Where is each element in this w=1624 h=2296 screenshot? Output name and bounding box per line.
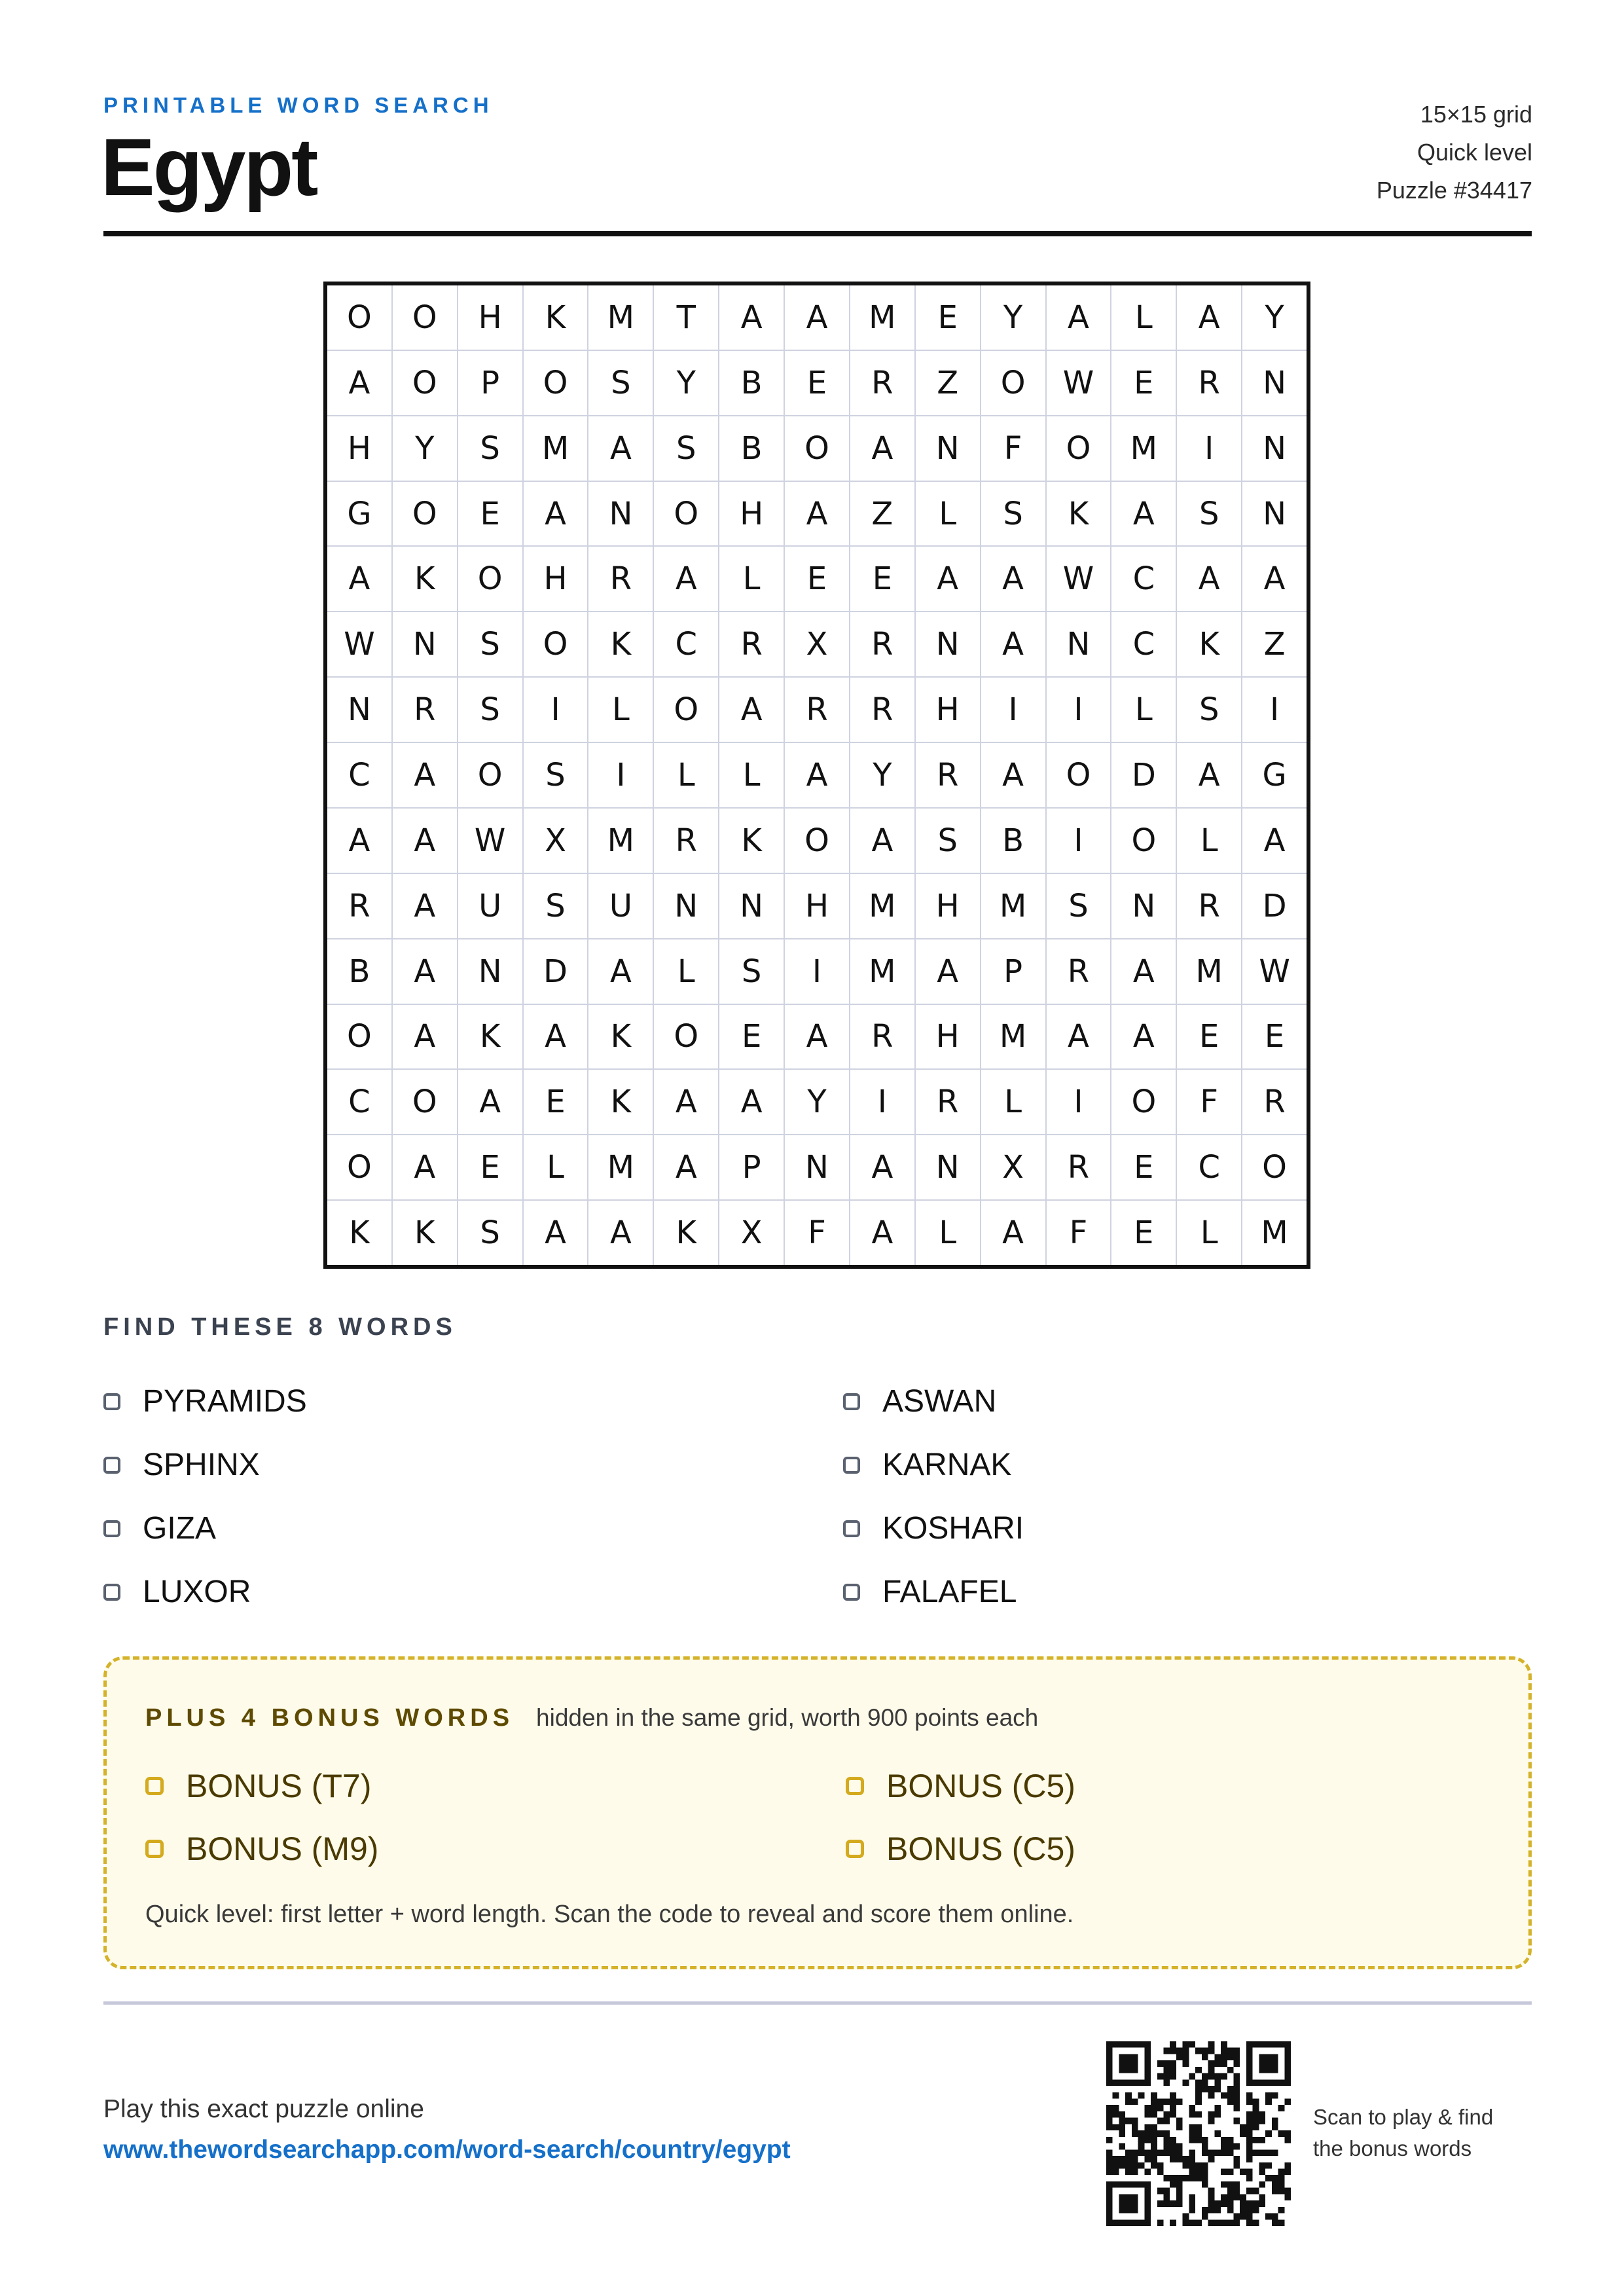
grid-cell[interactable]: A — [1111, 482, 1176, 546]
checkbox-icon[interactable] — [846, 1840, 864, 1858]
word-item[interactable] — [103, 1560, 843, 1624]
grid-cell[interactable]: Y — [981, 285, 1045, 350]
grid-cell[interactable]: O — [1111, 1070, 1176, 1134]
grid-cell[interactable]: M — [588, 809, 653, 873]
word-list-heading: FIND THESE 8 WORDS — [103, 1313, 457, 1341]
grid-cell[interactable]: L — [1111, 678, 1176, 742]
grid-cell[interactable]: R — [1047, 939, 1111, 1004]
grid-cell[interactable]: O — [393, 351, 457, 415]
grid-cell[interactable]: Y — [1242, 285, 1307, 350]
grid-cell[interactable]: K — [588, 1005, 653, 1069]
grid-cell[interactable]: Y — [785, 1070, 849, 1134]
bonus-word-item[interactable] — [846, 1755, 1435, 1817]
checkbox-icon[interactable] — [843, 1393, 860, 1410]
grid-cell[interactable]: C — [1177, 1135, 1241, 1199]
grid-cell[interactable]: C — [327, 1070, 391, 1134]
grid-cell[interactable]: A — [1047, 285, 1111, 350]
grid-cell[interactable]: O — [327, 285, 391, 350]
kicker: PRINTABLE WORD SEARCH — [103, 93, 494, 117]
grid-cell[interactable]: O — [458, 743, 522, 807]
grid-cell[interactable]: P — [719, 1135, 784, 1199]
grid-cell[interactable]: A — [850, 416, 914, 481]
grid-cell[interactable]: Z — [916, 351, 980, 415]
grid-cell[interactable]: N — [916, 1135, 980, 1199]
word-item[interactable] — [843, 1370, 1532, 1433]
grid-cell[interactable]: C — [1111, 612, 1176, 676]
grid-cell[interactable]: F — [1177, 1070, 1241, 1134]
grid-cell[interactable]: O — [981, 351, 1045, 415]
grid-cell[interactable]: X — [981, 1135, 1045, 1199]
qr-code-icon[interactable] — [1106, 2041, 1291, 2226]
grid-cell[interactable]: O — [1242, 1135, 1307, 1199]
grid-cell[interactable]: D — [1242, 874, 1307, 938]
grid-cell[interactable]: Z — [1242, 612, 1307, 676]
word-label: SPHINX — [143, 1448, 260, 1482]
grid-cell[interactable]: R — [916, 1070, 980, 1134]
grid-cell[interactable]: D — [1111, 743, 1176, 807]
grid-cell[interactable]: H — [785, 874, 849, 938]
grid-cell[interactable]: O — [393, 285, 457, 350]
grid-cell[interactable]: K — [588, 612, 653, 676]
grid-cell[interactable]: A — [785, 482, 849, 546]
grid-cell[interactable]: K — [719, 809, 784, 873]
grid-cell[interactable]: S — [588, 351, 653, 415]
grid-cell[interactable]: N — [1047, 612, 1111, 676]
grid-cell[interactable]: C — [327, 743, 391, 807]
grid-cell[interactable]: M — [524, 416, 588, 481]
grid-cell[interactable]: H — [719, 482, 784, 546]
checkbox-icon[interactable] — [843, 1584, 860, 1601]
checkbox-icon[interactable] — [145, 1777, 164, 1795]
grid-cell[interactable]: A — [393, 1005, 457, 1069]
grid-cell[interactable]: L — [981, 1070, 1045, 1134]
grid-cell[interactable]: O — [654, 482, 718, 546]
grid-cell[interactable]: I — [1242, 678, 1307, 742]
grid-cell[interactable]: A — [981, 743, 1045, 807]
grid-cell[interactable]: M — [1177, 939, 1241, 1004]
grid-cell[interactable]: L — [719, 547, 784, 611]
grid-cell[interactable]: W — [1047, 547, 1111, 611]
grid-cell[interactable]: I — [1047, 809, 1111, 873]
qr-caption-line: Scan to play & find — [1313, 2105, 1494, 2129]
grid-cell[interactable]: E — [785, 351, 849, 415]
grid-cell[interactable]: H — [327, 416, 391, 481]
grid-cell[interactable]: U — [458, 874, 522, 938]
grid-cell[interactable]: N — [654, 874, 718, 938]
grid-cell[interactable]: M — [981, 1005, 1045, 1069]
grid-cell[interactable]: A — [458, 1070, 522, 1134]
level: Quick level — [1416, 139, 1532, 166]
grid-cell[interactable]: R — [916, 743, 980, 807]
grid-cell[interactable]: E — [458, 482, 522, 546]
word-item[interactable] — [103, 1433, 843, 1497]
grid-cell[interactable]: E — [524, 1070, 588, 1134]
grid-cell[interactable]: O — [1047, 416, 1111, 481]
grid-cell[interactable]: A — [1242, 547, 1307, 611]
grid-cell[interactable]: O — [327, 1135, 391, 1199]
grid-cell[interactable]: E — [1111, 1135, 1176, 1199]
grid-cell[interactable]: E — [458, 1135, 522, 1199]
grid-cell[interactable]: N — [327, 678, 391, 742]
letter-grid — [323, 282, 1310, 1269]
grid-cell[interactable]: K — [393, 547, 457, 611]
grid-cell[interactable]: L — [1177, 1201, 1241, 1265]
grid-cell[interactable]: I — [785, 939, 849, 1004]
grid-cell[interactable]: O — [458, 547, 522, 611]
grid-cell[interactable]: E — [719, 1005, 784, 1069]
grid-cell[interactable]: I — [1047, 678, 1111, 742]
grid-cell[interactable]: G — [327, 482, 391, 546]
grid-cell[interactable]: A — [393, 874, 457, 938]
grid-cell[interactable]: R — [785, 678, 849, 742]
grid-cell[interactable]: O — [327, 1005, 391, 1069]
grid-cell[interactable]: L — [916, 1201, 980, 1265]
grid-cell[interactable]: A — [916, 939, 980, 1004]
grid-cell[interactable]: K — [1177, 612, 1241, 676]
word-item[interactable] — [843, 1497, 1532, 1560]
bonus-word-item[interactable] — [846, 1817, 1435, 1880]
grid-cell[interactable]: Y — [654, 351, 718, 415]
grid-cell[interactable]: R — [850, 678, 914, 742]
grid-cell[interactable]: S — [1177, 678, 1241, 742]
grid-cell[interactable]: I — [524, 678, 588, 742]
grid-cell[interactable]: F — [785, 1201, 849, 1265]
grid-cell[interactable]: M — [850, 285, 914, 350]
grid-cell[interactable]: O — [393, 1070, 457, 1134]
bonus-note: hidden in the same grid, worth 900 points each — [536, 1704, 1039, 1731]
checkbox-icon[interactable] — [846, 1777, 864, 1795]
grid-cell[interactable]: A — [1111, 1005, 1176, 1069]
grid-cell[interactable]: K — [327, 1201, 391, 1265]
grid-cell[interactable]: X — [785, 612, 849, 676]
grid-cell[interactable]: N — [1111, 874, 1176, 938]
grid-cell[interactable]: S — [458, 612, 522, 676]
bonus-word-label: BONUS (M9) — [186, 1831, 379, 1867]
page-title: Egypt — [101, 122, 317, 213]
grid-cell[interactable]: K — [588, 1070, 653, 1134]
grid-cell[interactable]: C — [654, 612, 718, 676]
grid-cell[interactable]: I — [850, 1070, 914, 1134]
grid-cell[interactable]: A — [785, 285, 849, 350]
grid-cell[interactable]: A — [327, 809, 391, 873]
grid-cell[interactable]: L — [588, 678, 653, 742]
grid-cell[interactable]: K — [458, 1005, 522, 1069]
grid-cell[interactable]: A — [719, 678, 784, 742]
grid-cell[interactable]: P — [458, 351, 522, 415]
word-item[interactable] — [103, 1497, 843, 1560]
grid-cell[interactable]: B — [981, 809, 1045, 873]
grid-cell[interactable]: S — [719, 939, 784, 1004]
bonus-word-label: BONUS (C5) — [886, 1768, 1075, 1804]
grid-cell[interactable]: I — [1047, 1070, 1111, 1134]
grid-cell[interactable]: E — [1111, 351, 1176, 415]
grid-cell[interactable]: C — [1111, 547, 1176, 611]
grid-cell[interactable]: A — [719, 1070, 784, 1134]
grid-cell[interactable]: A — [588, 939, 653, 1004]
grid-cell[interactable]: T — [654, 285, 718, 350]
grid-cell[interactable]: A — [981, 1201, 1045, 1265]
grid-cell[interactable]: B — [719, 416, 784, 481]
grid-cell[interactable]: N — [588, 482, 653, 546]
grid-cell[interactable]: A — [850, 1201, 914, 1265]
grid-cell[interactable]: A — [981, 612, 1045, 676]
grid-cell[interactable]: R — [1242, 1070, 1307, 1134]
bonus-footnote: Quick level: first letter + word length. Scan the code to reveal and score them online. — [145, 1901, 1074, 1928]
bonus-word-label: BONUS (C5) — [886, 1831, 1075, 1867]
grid-cell[interactable]: R — [1177, 351, 1241, 415]
grid-cell[interactable]: A — [1177, 285, 1241, 350]
grid-cell[interactable]: O — [1111, 809, 1176, 873]
word-label: KOSHARI — [882, 1511, 1024, 1546]
grid-cell[interactable]: A — [524, 1201, 588, 1265]
grid-cell[interactable]: S — [654, 416, 718, 481]
grid-cell[interactable]: S — [916, 809, 980, 873]
grid-cell[interactable]: L — [719, 743, 784, 807]
bonus-word-item[interactable] — [145, 1817, 846, 1880]
grid-cell[interactable]: L — [654, 743, 718, 807]
checkbox-icon[interactable] — [843, 1520, 860, 1537]
grid-cell[interactable]: E — [1111, 1201, 1176, 1265]
grid-cell[interactable]: Z — [850, 482, 914, 546]
checkbox-icon[interactable] — [103, 1520, 120, 1537]
grid-cell[interactable]: S — [981, 482, 1045, 546]
grid-cell[interactable]: G — [1242, 743, 1307, 807]
grid-cell[interactable]: K — [1047, 482, 1111, 546]
grid-cell[interactable]: N — [393, 612, 457, 676]
grid-cell[interactable]: N — [916, 416, 980, 481]
grid-cell[interactable]: H — [524, 547, 588, 611]
word-label: ASWAN — [882, 1384, 997, 1419]
grid-cell[interactable]: N — [1242, 482, 1307, 546]
grid-cell[interactable]: M — [1111, 416, 1176, 481]
grid-cell[interactable]: R — [850, 612, 914, 676]
puzzle-url-link[interactable]: www.thewordsearchapp.com/word-search/country/egypt — [103, 2136, 791, 2164]
bonus-word-item[interactable] — [145, 1755, 846, 1817]
grid-cell[interactable]: H — [916, 678, 980, 742]
grid-cell[interactable]: A — [1047, 1005, 1111, 1069]
checkbox-icon[interactable] — [843, 1457, 860, 1474]
grid-cell[interactable]: O — [785, 809, 849, 873]
grid-size: 15×15 grid — [1420, 101, 1532, 128]
grid-cell[interactable]: H — [458, 285, 522, 350]
word-item[interactable] — [843, 1560, 1532, 1624]
grid-cell[interactable]: E — [1242, 1005, 1307, 1069]
grid-cell[interactable]: S — [1047, 874, 1111, 938]
grid-cell[interactable]: S — [458, 416, 522, 481]
grid-cell[interactable]: X — [524, 809, 588, 873]
grid-cell[interactable]: S — [524, 743, 588, 807]
grid-cell[interactable]: B — [719, 351, 784, 415]
word-label: GIZA — [143, 1511, 217, 1546]
grid-cell[interactable]: L — [524, 1135, 588, 1199]
grid-cell[interactable]: A — [1177, 547, 1241, 611]
word-item[interactable] — [843, 1433, 1532, 1497]
grid-cell[interactable]: W — [327, 612, 391, 676]
grid-cell[interactable]: N — [785, 1135, 849, 1199]
grid-cell[interactable]: O — [393, 482, 457, 546]
grid-cell[interactable]: Y — [850, 743, 914, 807]
grid-cell[interactable]: R — [1177, 874, 1241, 938]
grid-cell[interactable]: M — [850, 939, 914, 1004]
grid-cell[interactable]: A — [850, 1135, 914, 1199]
grid-cell[interactable]: O — [654, 1005, 718, 1069]
grid-cell[interactable]: A — [654, 1070, 718, 1134]
qr-caption-line: the bonus words — [1313, 2136, 1472, 2160]
grid-cell[interactable]: L — [1111, 285, 1176, 350]
grid-cell[interactable]: A — [327, 547, 391, 611]
word-item[interactable] — [103, 1370, 843, 1433]
bonus-word-label: BONUS (T7) — [186, 1768, 372, 1804]
grid-cell[interactable]: A — [719, 285, 784, 350]
grid-cell[interactable]: R — [588, 547, 653, 611]
grid-cell[interactable]: L — [1177, 809, 1241, 873]
bonus-panel — [103, 1656, 1532, 1969]
grid-cell[interactable]: A — [850, 809, 914, 873]
grid-cell[interactable]: A — [916, 547, 980, 611]
play-online-label: Play this exact puzzle online — [103, 2095, 424, 2123]
grid-cell[interactable]: S — [458, 678, 522, 742]
grid-cell[interactable]: A — [393, 743, 457, 807]
grid-cell[interactable]: I — [1177, 416, 1241, 481]
footer-rule — [103, 2001, 1532, 2005]
grid-cell[interactable]: S — [458, 1201, 522, 1265]
grid-cell[interactable]: D — [524, 939, 588, 1004]
grid-cell[interactable]: N — [916, 612, 980, 676]
grid-cell[interactable]: M — [1242, 1201, 1307, 1265]
grid-cell[interactable]: E — [785, 547, 849, 611]
grid-cell[interactable]: S — [1177, 482, 1241, 546]
grid-cell[interactable]: A — [785, 1005, 849, 1069]
qr-caption — [1313, 2102, 1493, 2164]
grid-cell[interactable]: A — [588, 1201, 653, 1265]
grid-cell[interactable]: O — [1047, 743, 1111, 807]
grid-cell[interactable]: O — [524, 612, 588, 676]
grid-cell[interactable]: A — [654, 547, 718, 611]
grid-cell[interactable]: A — [524, 482, 588, 546]
grid-cell[interactable]: W — [458, 809, 522, 873]
puzzle-meta — [1377, 96, 1532, 210]
grid-cell[interactable]: P — [981, 939, 1045, 1004]
grid-cell[interactable]: R — [850, 351, 914, 415]
grid-cell[interactable]: O — [785, 416, 849, 481]
bonus-heading: PLUS 4 BONUS WORDS — [145, 1704, 514, 1732]
grid-cell[interactable]: E — [916, 285, 980, 350]
grid-cell[interactable]: M — [588, 1135, 653, 1199]
grid-cell[interactable]: K — [654, 1201, 718, 1265]
word-list — [103, 1370, 1532, 1624]
grid-cell[interactable]: H — [916, 874, 980, 938]
grid-cell[interactable]: A — [1177, 743, 1241, 807]
grid-cell[interactable]: A — [1111, 939, 1176, 1004]
grid-cell[interactable]: W — [1242, 939, 1307, 1004]
grid-cell[interactable]: A — [588, 416, 653, 481]
grid-cell[interactable]: W — [1047, 351, 1111, 415]
grid-cell[interactable]: N — [1242, 416, 1307, 481]
grid-cell[interactable]: O — [524, 351, 588, 415]
checkbox-icon[interactable] — [103, 1457, 120, 1474]
grid-cell[interactable]: A — [393, 1135, 457, 1199]
checkbox-icon[interactable] — [145, 1840, 164, 1858]
grid-cell[interactable]: A — [981, 547, 1045, 611]
grid-cell[interactable]: R — [1047, 1135, 1111, 1199]
grid-cell[interactable]: R — [393, 678, 457, 742]
checkbox-icon[interactable] — [103, 1584, 120, 1601]
grid-cell[interactable]: A — [785, 743, 849, 807]
grid-cell[interactable]: K — [393, 1201, 457, 1265]
grid-cell[interactable]: L — [916, 482, 980, 546]
grid-cell[interactable]: A — [1242, 809, 1307, 873]
grid-cell[interactable]: A — [393, 939, 457, 1004]
bonus-word-list — [145, 1755, 1435, 1880]
grid-cell[interactable]: K — [524, 285, 588, 350]
grid-cell[interactable]: M — [850, 874, 914, 938]
grid-cell[interactable]: X — [719, 1201, 784, 1265]
word-label: KARNAK — [882, 1448, 1012, 1482]
grid-cell[interactable]: B — [327, 939, 391, 1004]
grid-cell[interactable]: I — [588, 743, 653, 807]
grid-cell[interactable]: N — [719, 874, 784, 938]
grid-cell[interactable]: R — [850, 1005, 914, 1069]
grid-cell[interactable]: A — [327, 351, 391, 415]
grid-cell[interactable]: E — [850, 547, 914, 611]
grid-cell[interactable]: O — [654, 678, 718, 742]
bonus-header — [145, 1704, 1038, 1732]
grid-cell[interactable]: M — [588, 285, 653, 350]
word-label: PYRAMIDS — [143, 1384, 307, 1419]
grid-cell[interactable]: U — [588, 874, 653, 938]
grid-cell[interactable]: H — [916, 1005, 980, 1069]
grid-cell[interactable]: N — [1242, 351, 1307, 415]
grid-cell[interactable]: A — [524, 1005, 588, 1069]
grid-cell[interactable]: N — [458, 939, 522, 1004]
grid-cell[interactable]: F — [1047, 1201, 1111, 1265]
grid-cell[interactable]: L — [654, 939, 718, 1004]
grid-cell[interactable]: F — [981, 416, 1045, 481]
grid-cell[interactable]: A — [393, 809, 457, 873]
checkbox-icon[interactable] — [103, 1393, 120, 1410]
grid-cell[interactable]: Y — [393, 416, 457, 481]
grid-cell[interactable]: M — [981, 874, 1045, 938]
grid-cell[interactable]: A — [654, 1135, 718, 1199]
grid-cell[interactable]: R — [327, 874, 391, 938]
grid-cell[interactable]: R — [719, 612, 784, 676]
grid-cell[interactable]: R — [654, 809, 718, 873]
grid-cell[interactable]: E — [1177, 1005, 1241, 1069]
word-label: LUXOR — [143, 1575, 251, 1609]
word-label: FALAFEL — [882, 1575, 1017, 1609]
grid-cell[interactable]: S — [524, 874, 588, 938]
puzzle-number: Puzzle #34417 — [1376, 177, 1532, 204]
header-rule — [103, 231, 1532, 236]
grid-cell[interactable]: I — [981, 678, 1045, 742]
